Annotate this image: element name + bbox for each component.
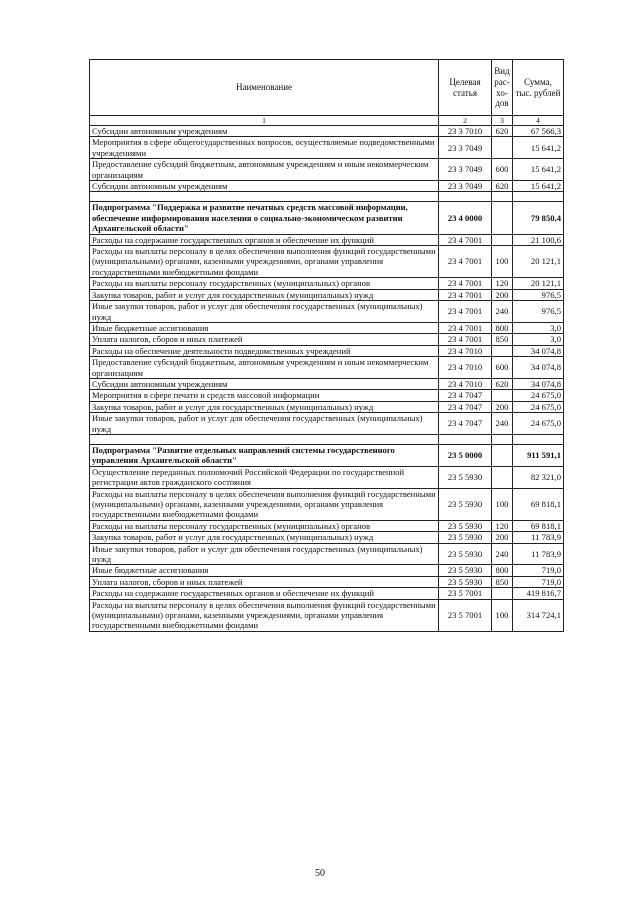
cell-target-article: 23 5 5930 bbox=[439, 565, 492, 576]
cell-sum: 419 816,7 bbox=[513, 588, 564, 599]
cell-expense-type bbox=[492, 234, 513, 245]
cell-target-article: 23 5 5930 bbox=[439, 532, 492, 543]
cell-name: Расходы на выплаты персоналу в целях обеспечения выполнения функций государственными (муниципальными) органами, казенными учреждениями, органами управления государственными внебюджетными фондами bbox=[90, 246, 439, 278]
cell-target-article: 23 5 7001 bbox=[439, 588, 492, 599]
table-row bbox=[90, 181, 564, 192]
cell-expense-type: 100 bbox=[492, 599, 513, 631]
cell-target-article: 23 5 5930 bbox=[439, 520, 492, 531]
cell-sum: 82 321,0 bbox=[513, 466, 564, 488]
cell-expense-type bbox=[492, 202, 513, 234]
cell-expense-type: 620 bbox=[492, 378, 513, 389]
cell-sum: 79 850,4 bbox=[513, 202, 564, 234]
cell-name: Расходы на выплаты персоналу в целях обеспечения выполнения функций государственными (муниципальными) органами, казенными учреждениями, органами управления государственными внебюджетными фондами bbox=[90, 488, 439, 520]
cell-target-article: 23 3 7049 bbox=[439, 159, 492, 181]
cell-expense-type bbox=[492, 588, 513, 599]
cell-name: Иные закупки товаров, работ и услуг для обеспечения государственных (муниципальных) нужд bbox=[90, 413, 439, 435]
cell-target-article: 23 5 5930 bbox=[439, 488, 492, 520]
cell-expense-type bbox=[492, 444, 513, 466]
cell-name: Расходы на выплаты персоналу государственных (муниципальных) органов bbox=[90, 520, 439, 531]
column-number: 2 bbox=[439, 116, 492, 126]
table-row bbox=[90, 532, 564, 543]
cell-target-article bbox=[439, 192, 492, 202]
column-number: 1 bbox=[90, 116, 439, 126]
cell-expense-type: 600 bbox=[492, 159, 513, 181]
cell-expense-type bbox=[492, 466, 513, 488]
cell-target-article: 23 5 0000 bbox=[439, 444, 492, 466]
cell-sum: 3,0 bbox=[513, 334, 564, 345]
cell-expense-type: 100 bbox=[492, 246, 513, 278]
cell-expense-type bbox=[492, 434, 513, 444]
cell-expense-type: 850 bbox=[492, 334, 513, 345]
cell-target-article: 23 5 5930 bbox=[439, 543, 492, 565]
cell-sum: 15 641,2 bbox=[513, 159, 564, 181]
cell-name: Иные бюджетные ассигнования bbox=[90, 565, 439, 576]
cell-expense-type bbox=[492, 345, 513, 356]
cell-name bbox=[90, 434, 439, 444]
cell-sum: 67 566,3 bbox=[513, 126, 564, 137]
cell-sum: 20 121,1 bbox=[513, 246, 564, 278]
table-body bbox=[90, 60, 564, 632]
cell-sum: 34 074,8 bbox=[513, 357, 564, 379]
cell-expense-type bbox=[492, 390, 513, 401]
cell-target-article: 23 5 5930 bbox=[439, 576, 492, 587]
table-row bbox=[90, 357, 564, 379]
cell-expense-type: 600 bbox=[492, 357, 513, 379]
table-row bbox=[90, 390, 564, 401]
cell-sum: 15 641,2 bbox=[513, 137, 564, 159]
cell-sum: 719,0 bbox=[513, 565, 564, 576]
cell-expense-type: 800 bbox=[492, 565, 513, 576]
cell-target-article bbox=[439, 434, 492, 444]
cell-sum: 719,0 bbox=[513, 576, 564, 587]
table-header-row bbox=[90, 60, 564, 116]
cell-sum: 11 783,9 bbox=[513, 532, 564, 543]
table-row bbox=[90, 334, 564, 345]
cell-target-article: 23 4 7047 bbox=[439, 390, 492, 401]
cell-expense-type: 240 bbox=[492, 301, 513, 323]
cell-target-article: 23 3 7049 bbox=[439, 181, 492, 192]
cell-expense-type: 200 bbox=[492, 289, 513, 300]
cell-target-article: 23 4 7001 bbox=[439, 246, 492, 278]
column-number-row bbox=[90, 116, 564, 126]
cell-name: Закупка товаров, работ и услуг для государственных (муниципальных) нужд bbox=[90, 289, 439, 300]
cell-target-article: 23 4 7010 bbox=[439, 357, 492, 379]
cell-name: Уплата налогов, сборов и иных платежей bbox=[90, 334, 439, 345]
table-row bbox=[90, 289, 564, 300]
cell-target-article: 23 4 7047 bbox=[439, 401, 492, 412]
cell-target-article: 23 4 7010 bbox=[439, 378, 492, 389]
cell-name: Субсидии автономным учреждениям bbox=[90, 378, 439, 389]
cell-sum: 34 074,8 bbox=[513, 378, 564, 389]
cell-expense-type: 120 bbox=[492, 278, 513, 289]
table-row bbox=[90, 278, 564, 289]
cell-target-article: 23 5 5930 bbox=[439, 466, 492, 488]
cell-target-article: 23 4 0000 bbox=[439, 202, 492, 234]
cell-target-article: 23 3 7049 bbox=[439, 137, 492, 159]
cell-name: Иные закупки товаров, работ и услуг для обеспечения государственных (муниципальных) нужд bbox=[90, 301, 439, 323]
budget-table bbox=[89, 59, 564, 632]
table-row bbox=[90, 466, 564, 488]
cell-sum: 314 724,1 bbox=[513, 599, 564, 631]
table-row bbox=[90, 565, 564, 576]
table-row bbox=[90, 246, 564, 278]
cell-target-article: 23 4 7001 bbox=[439, 278, 492, 289]
column-number: 4 bbox=[513, 116, 564, 126]
cell-target-article: 23 4 7001 bbox=[439, 334, 492, 345]
cell-name: Расходы на выплаты персоналу в целях обеспечения выполнения функций государственными (муниципальными) органами, казенными учреждениями, органами управления государственными внебюджетными фондами bbox=[90, 599, 439, 631]
header-name: Наименование bbox=[90, 60, 439, 116]
cell-name: Закупка товаров, работ и услуг для государственных (муниципальных) нужд bbox=[90, 401, 439, 412]
cell-expense-type: 200 bbox=[492, 532, 513, 543]
subprogram-row bbox=[90, 202, 564, 234]
table-row bbox=[90, 322, 564, 333]
table-row bbox=[90, 576, 564, 587]
cell-sum: 911 591,1 bbox=[513, 444, 564, 466]
cell-sum: 976,5 bbox=[513, 289, 564, 300]
cell-name: Иные бюджетные ассигнования bbox=[90, 322, 439, 333]
cell-sum: 69 818,1 bbox=[513, 520, 564, 531]
cell-expense-type: 200 bbox=[492, 401, 513, 412]
cell-expense-type: 240 bbox=[492, 413, 513, 435]
cell-name: Расходы на содержание государственных органов и обеспечение их функций bbox=[90, 234, 439, 245]
table-row bbox=[90, 543, 564, 565]
cell-sum: 24 675,0 bbox=[513, 390, 564, 401]
cell-sum: 34 074,8 bbox=[513, 345, 564, 356]
cell-target-article: 23 4 7001 bbox=[439, 289, 492, 300]
cell-expense-type: 120 bbox=[492, 520, 513, 531]
table-row bbox=[90, 588, 564, 599]
cell-name: Мероприятия в сфере печати и средств массовой информации bbox=[90, 390, 439, 401]
cell-name: Субсидии автономным учреждениям bbox=[90, 181, 439, 192]
cell-sum bbox=[513, 434, 564, 444]
header-target-article: Целевая статья bbox=[439, 60, 492, 116]
cell-target-article: 23 5 7001 bbox=[439, 599, 492, 631]
cell-name: Расходы на выплаты персоналу государственных (муниципальных) органов bbox=[90, 278, 439, 289]
cell-expense-type: 240 bbox=[492, 543, 513, 565]
cell-name: Подпрограмма "Поддержка и развитие печатных средств массовой информации, обеспечение информирования населения о социально-экономическом развитии Архангельской области" bbox=[90, 202, 439, 234]
cell-target-article: 23 4 7001 bbox=[439, 301, 492, 323]
cell-sum: 15 641,2 bbox=[513, 181, 564, 192]
cell-expense-type bbox=[492, 192, 513, 202]
cell-name: Подпрограмма "Развитие отдельных направлений системы государственного управления Архангельской области" bbox=[90, 444, 439, 466]
cell-target-article: 23 4 7001 bbox=[439, 322, 492, 333]
table-row bbox=[90, 234, 564, 245]
cell-sum: 3,0 bbox=[513, 322, 564, 333]
cell-expense-type: 100 bbox=[492, 488, 513, 520]
cell-expense-type: 850 bbox=[492, 576, 513, 587]
table-row bbox=[90, 378, 564, 389]
table-row bbox=[90, 301, 564, 323]
subprogram-row bbox=[90, 444, 564, 466]
column-number: 3 bbox=[492, 116, 513, 126]
cell-name bbox=[90, 192, 439, 202]
cell-name: Расходы на содержание государственных органов и обеспечение их функций bbox=[90, 588, 439, 599]
cell-sum: 24 675,0 bbox=[513, 413, 564, 435]
cell-target-article: 23 3 7010 bbox=[439, 126, 492, 137]
cell-sum: 11 783,9 bbox=[513, 543, 564, 565]
cell-name: Мероприятия в сфере общегосударственных вопросов, осуществляемые подведомственными учреждениями bbox=[90, 137, 439, 159]
table-row bbox=[90, 159, 564, 181]
header-expense-type: Вид рас-хо-дов bbox=[492, 60, 513, 116]
table-row bbox=[90, 488, 564, 520]
cell-name: Предоставление субсидий бюджетным, автономным учреждениям и иным некоммерческим организациям bbox=[90, 159, 439, 181]
table-row bbox=[90, 137, 564, 159]
cell-sum: 976,5 bbox=[513, 301, 564, 323]
table-row bbox=[90, 345, 564, 356]
cell-expense-type bbox=[492, 137, 513, 159]
cell-name: Закупка товаров, работ и услуг для государственных (муниципальных) нужд bbox=[90, 532, 439, 543]
cell-name: Осуществление переданных полномочий Российской Федерации по государственной регистрации актов гражданского состояния bbox=[90, 466, 439, 488]
cell-sum: 69 818,1 bbox=[513, 488, 564, 520]
cell-name: Расходы на обеспечение деятельности подведомственных учреждений bbox=[90, 345, 439, 356]
cell-name: Иные закупки товаров, работ и услуг для обеспечения государственных (муниципальных) нужд bbox=[90, 543, 439, 565]
header-sum: Сумма, тыс. рублей bbox=[513, 60, 564, 116]
cell-name: Субсидии автономным учреждениям bbox=[90, 126, 439, 137]
cell-expense-type: 800 bbox=[492, 322, 513, 333]
cell-name: Предоставление субсидий бюджетным, автономным учреждениям и иным некоммерческим организациям bbox=[90, 357, 439, 379]
spacer-row bbox=[90, 434, 564, 444]
table-row bbox=[90, 599, 564, 631]
table-row bbox=[90, 126, 564, 137]
table-row bbox=[90, 413, 564, 435]
cell-sum bbox=[513, 192, 564, 202]
spacer-row bbox=[90, 192, 564, 202]
cell-target-article: 23 4 7010 bbox=[439, 345, 492, 356]
cell-sum: 24 675,0 bbox=[513, 401, 564, 412]
table-row bbox=[90, 520, 564, 531]
cell-expense-type: 620 bbox=[492, 126, 513, 137]
cell-sum: 20 121,1 bbox=[513, 278, 564, 289]
cell-name: Уплата налогов, сборов и иных платежей bbox=[90, 576, 439, 587]
cell-target-article: 23 4 7001 bbox=[439, 234, 492, 245]
cell-target-article: 23 4 7047 bbox=[439, 413, 492, 435]
cell-expense-type: 620 bbox=[492, 181, 513, 192]
page-number: 50 bbox=[315, 868, 325, 879]
table-row bbox=[90, 401, 564, 412]
cell-sum: 21 100,6 bbox=[513, 234, 564, 245]
